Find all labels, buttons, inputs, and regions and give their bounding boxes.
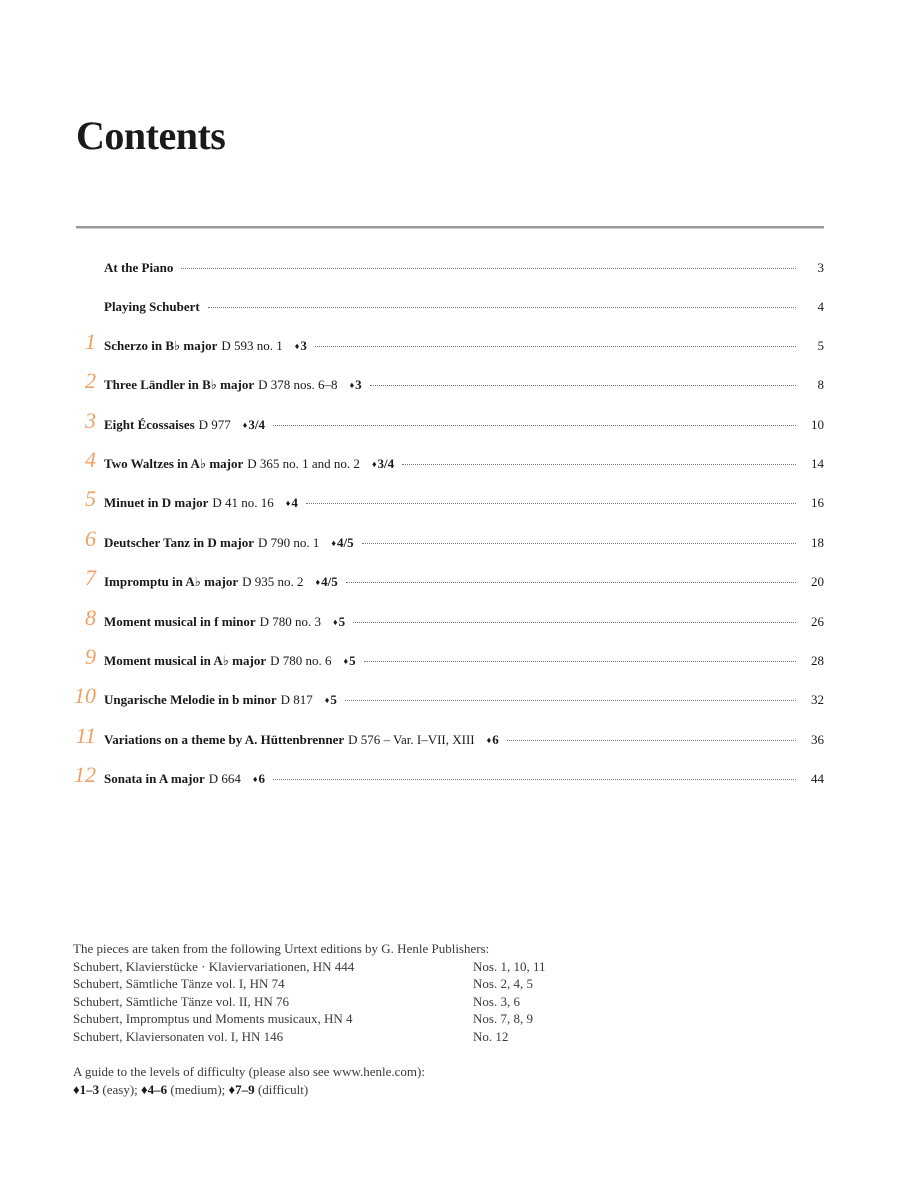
toc-entry-catalog: D 664 [208,771,241,787]
toc-entry-catalog: D 41 no. 16 [212,495,274,511]
toc-entry-title: Three Ländler in B♭ major [104,377,255,393]
difficulty-range: ♦7–9 [228,1081,255,1097]
toc-entry[interactable] [0,525,900,556]
toc-entry-level: ♦3/4 [242,416,266,432]
toc-entry-line [104,692,824,709]
toc-entry-line [104,771,824,788]
toc-entry-number: 9 [85,644,96,669]
dot-leader [273,778,796,780]
toc-entry-line [104,338,824,355]
dot-leader [345,699,796,701]
toc-entry-number: 2 [85,368,96,394]
toc-entry[interactable] [0,486,900,516]
toc-entry-page: 8 [817,377,824,393]
diamond-icon: ♦ [333,616,338,627]
toc-entry-level: ♦3 [349,377,362,393]
toc-entry-number: 4 [85,447,96,472]
toc-entry-line [104,732,824,749]
toc-entry-page: 44 [811,771,824,787]
toc-entry[interactable] [0,644,900,674]
toc-entry-line [104,377,824,394]
source-numbers: No. 12 [473,1028,509,1044]
toc-entry-number: 8 [85,604,96,630]
difficulty-label: (easy); [99,1081,142,1097]
source-row [73,1028,833,1046]
toc-entry-number: 12 [74,762,96,788]
difficulty-guide [73,1081,833,1099]
dot-leader [362,542,796,544]
toc-entry-page: 4 [817,299,824,315]
toc-entry-number: 3 [85,407,96,433]
toc-entry-level: ♦5 [333,613,346,629]
toc-entry-title: Impromptu in A♭ major [104,574,239,590]
source-row [73,975,833,993]
toc-entry[interactable] [0,407,900,438]
toc-entry-title: Moment musical in f minor [104,613,256,629]
difficulty-label: (medium); [167,1081,229,1097]
source-edition: Schubert, Sämtliche Tänze vol. I, HN 74 [73,976,285,991]
toc-entry-number: 7 [85,565,96,591]
toc-entry-level: ♦4 [285,495,298,511]
page-title: Contents [76,113,226,158]
dot-leader [208,306,796,308]
toc-entry-number: 10 [74,683,96,709]
toc-entry-catalog: D 790 no. 1 [257,534,320,550]
toc-entry-title: At the Piano [104,260,174,275]
toc-entry-page: 26 [811,613,824,629]
toc-entry-page: 14 [811,456,824,471]
toc-entry[interactable] [0,293,900,319]
toc-entry-catalog: D 780 no. 3 [259,613,322,629]
footer-notes [73,940,833,1098]
toc-entry-level: ♦4/5 [331,534,354,550]
toc-entry-title: Playing Schubert [104,299,200,315]
diamond-icon: ♦ [315,577,321,588]
toc-entry-number: 1 [85,328,96,354]
dot-leader [315,345,796,347]
toc-entry-title: Variations on a theme by A. Hüttenbrenner [104,731,345,747]
toc-entry-page: 28 [811,653,824,668]
toc-entry-number: 5 [85,486,96,512]
source-numbers: Nos. 2, 4, 5 [473,976,533,991]
dot-leader [353,621,796,623]
source-edition: Schubert, Sämtliche Tänze vol. II, HN 76 [73,993,290,1009]
source-row [73,958,833,976]
source-numbers: Nos. 1, 10, 11 [473,958,546,974]
toc-entry-title: Eight Écossaises [104,416,195,432]
sources-list [73,958,833,1046]
toc-entry-title: Two Waltzes in A♭ major [104,456,244,471]
guide-intro: A guide to the levels of difficulty (please also see www.henle.com): [73,1064,425,1079]
toc-entry-title: Ungarische Melodie in b minor [104,692,277,708]
difficulty-range: ♦1–3 [73,1081,100,1097]
toc-entry-line [104,614,824,631]
toc-entry-catalog: D 365 no. 1 and no. 2 [247,456,360,471]
toc-entry-number: 11 [75,722,96,748]
diamond-icon: ♦ [349,380,355,391]
source-numbers: Nos. 7, 8, 9 [473,1011,533,1026]
source-edition: Schubert, Impromptus und Moments musicaux, HN 4 [73,1011,353,1026]
toc-entry-line [104,417,824,434]
toc-entry-page: 10 [811,416,824,432]
toc-entry-catalog: D 977 [198,416,231,432]
toc-entry-catalog: D 780 no. 6 [270,653,332,668]
toc-entry[interactable] [0,328,900,359]
sources-intro: The pieces are taken from the following Urtext editions by G. Henle Publishers: [73,941,490,956]
diamond-icon: ♦ [324,695,330,706]
dot-leader [402,463,796,465]
toc-entry-page: 3 [817,260,824,275]
dot-leader [181,267,796,269]
toc-entry-line [104,299,824,315]
toc-entry-line [104,535,824,552]
difficulty-label: (difficult) [254,1081,309,1097]
toc-entry-page: 18 [811,534,824,550]
diamond-icon: ♦ [331,537,336,548]
toc-entry-level: ♦6 [486,731,499,747]
source-row [73,993,833,1011]
diamond-icon: ♦ [294,340,300,351]
toc-entry-level: ♦3/4 [371,456,395,471]
toc-entry-title: Sonata in A major [104,771,205,787]
toc-entry-catalog: D 378 nos. 6–8 [258,377,338,393]
toc-entry-catalog: D 935 no. 2 [242,574,304,590]
dot-leader [507,739,796,741]
toc-entry-page: 5 [817,337,824,353]
diamond-icon: ♦ [242,419,248,430]
toc-entry[interactable] [0,447,900,477]
toc-entry[interactable] [0,762,900,792]
toc-entry-page: 36 [811,731,824,747]
toc-entry-line [104,574,824,591]
toc-entry-level: ♦4/5 [315,574,338,590]
toc-entry-title: Scherzo in B♭ major [104,337,218,353]
dot-leader [364,660,796,662]
toc-entry-line [104,260,824,276]
dot-leader [273,424,796,426]
diamond-icon: ♦ [252,774,258,785]
diamond-icon: ♦ [343,656,349,666]
dot-leader [346,581,796,583]
toc-entry-line [104,456,824,473]
toc-entry[interactable] [0,565,900,595]
toc-entry[interactable] [0,722,900,753]
toc-entry-title: Deutscher Tanz in D major [104,534,254,550]
dot-leader [370,384,796,386]
difficulty-range: ♦4–6 [141,1081,168,1097]
diamond-icon: ♦ [371,459,377,469]
source-edition: Schubert, Klaviersonaten vol. I, HN 146 [73,1028,284,1044]
toc-entry-page: 16 [811,495,824,511]
toc-entry[interactable] [0,368,900,398]
toc-entry-level: ♦6 [252,771,265,787]
toc-entry-catalog: D 576 – Var. I–VII, XIII [348,731,475,747]
diamond-icon: ♦ [285,498,291,509]
toc-entry-page: 20 [811,574,824,590]
diamond-icon: ♦ [486,734,492,745]
toc-entry-line [104,653,824,670]
toc-entry-title: Minuet in D major [104,495,209,511]
toc-entry[interactable] [0,254,900,280]
toc-entry-title: Moment musical in A♭ major [104,653,267,668]
source-numbers: Nos. 3, 6 [473,993,520,1009]
toc-entry-page: 32 [811,692,824,708]
dot-leader [306,502,796,504]
toc-entry-line [104,495,824,512]
title-divider [76,226,824,229]
source-row [73,1010,833,1028]
toc-entry-catalog: D 817 [280,692,313,708]
toc-entry-level: ♦3 [294,337,307,353]
toc-entry-number: 6 [85,525,96,551]
toc-entry[interactable] [0,683,900,713]
toc-entry-catalog: D 593 no. 1 [221,337,283,353]
source-edition: Schubert, Klavierstücke · Klaviervariationen, HN 444 [73,958,355,974]
toc-entry[interactable] [0,604,900,635]
toc-entry-level: ♦5 [343,653,356,668]
toc-entry-level: ♦5 [324,692,337,708]
